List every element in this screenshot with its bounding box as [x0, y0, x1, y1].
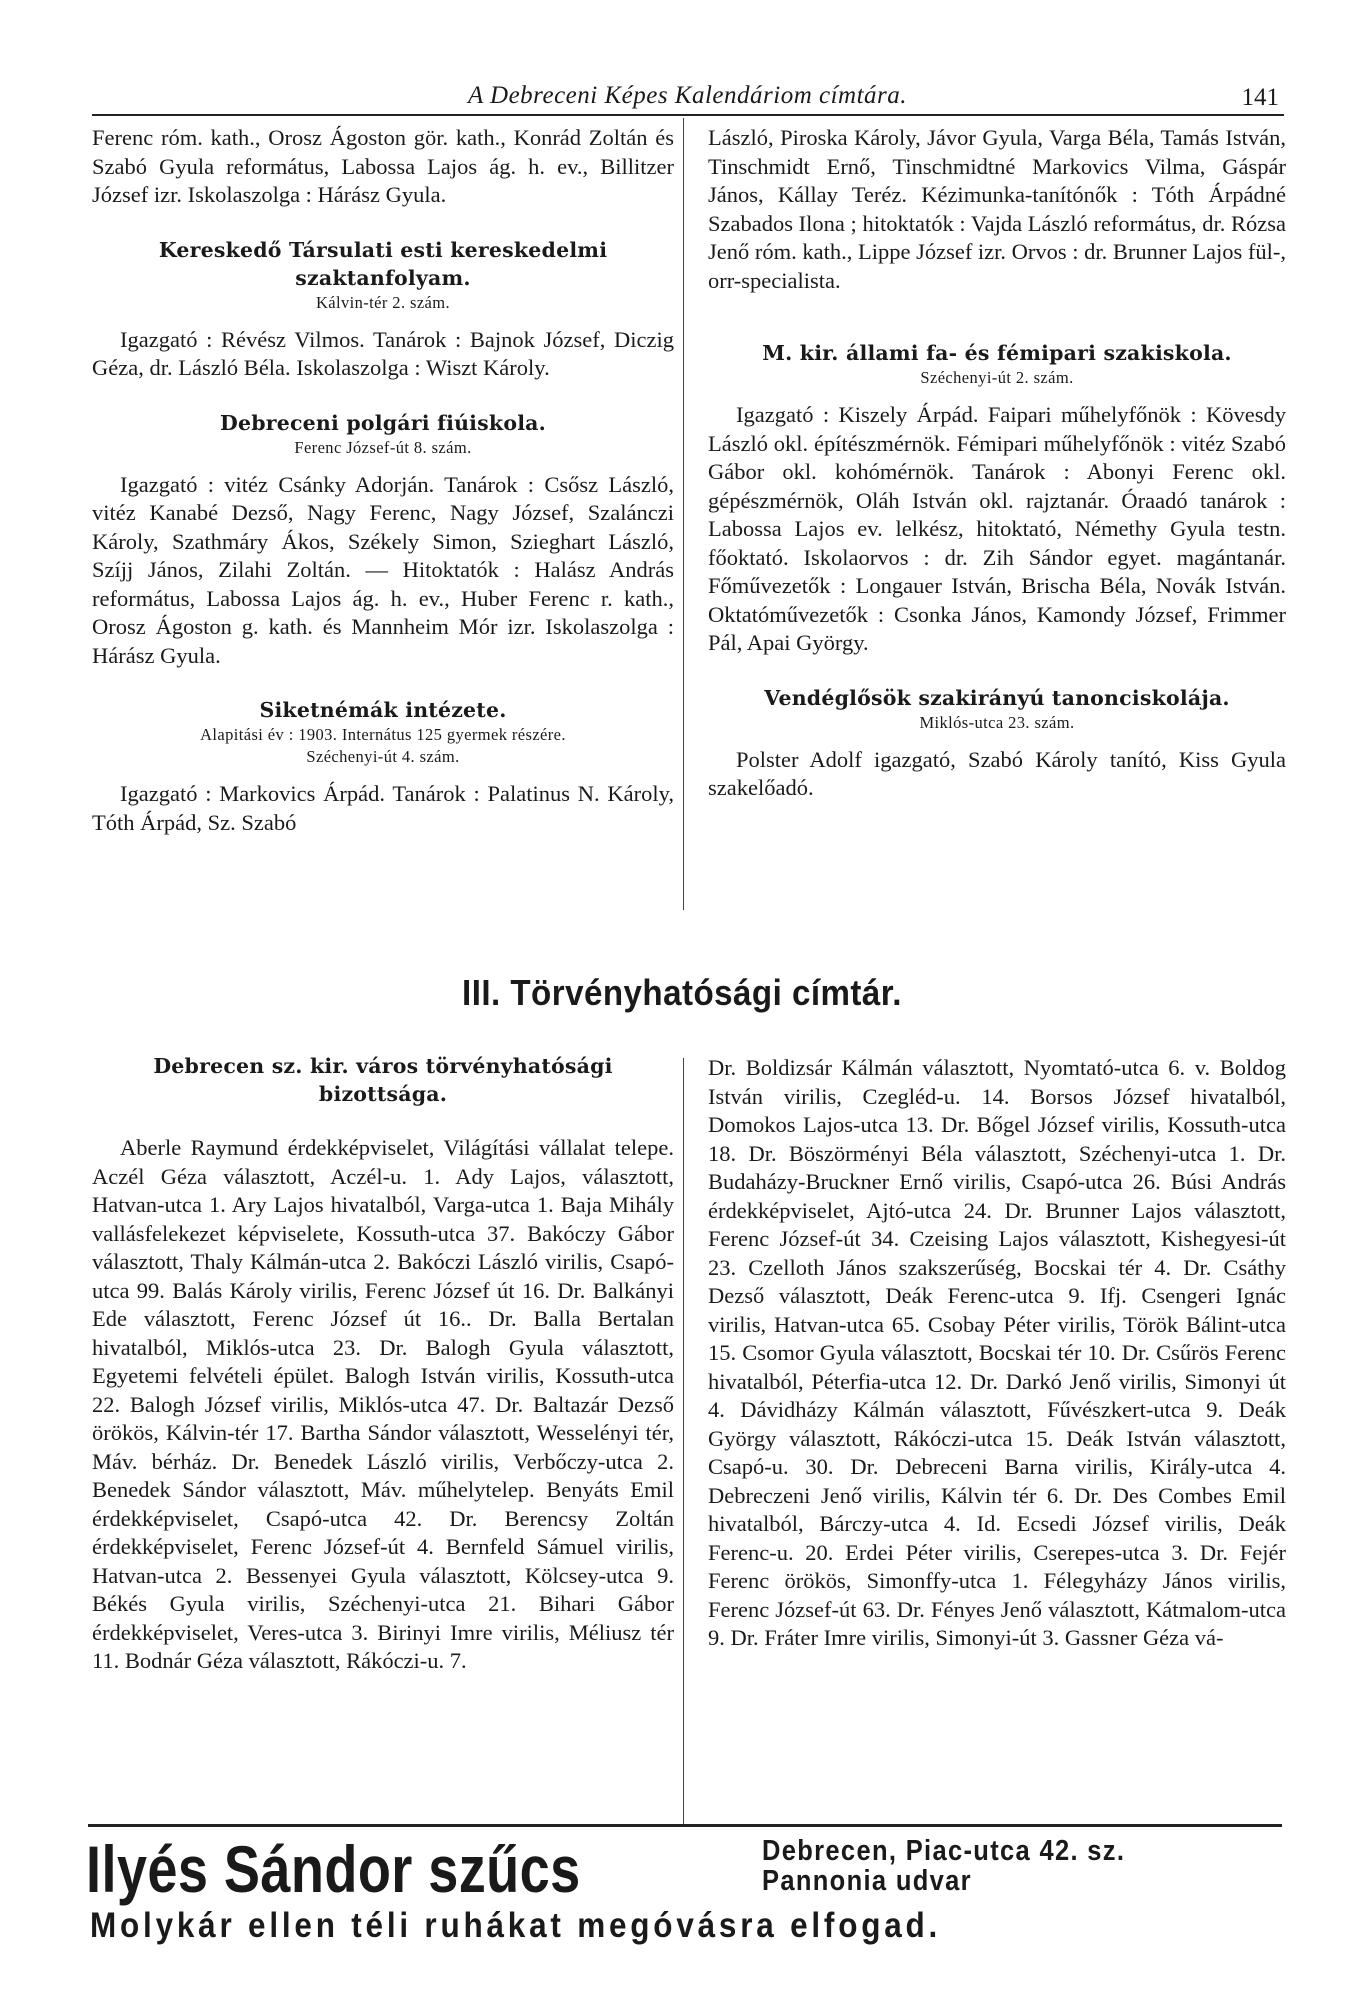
section-address: Kálvin-tér 2. szám. — [315, 292, 451, 312]
running-title: A Debreceni Képes Kalendáriom címtára. — [467, 82, 908, 109]
running-header — [90, 82, 1285, 112]
column-divider — [683, 118, 684, 910]
section-body: Igazgató : vitéz Csánky Adorján. Tanárok : Csősz László, vitéz Kanabé Dezső, Nagy Ferenc, Nagy József, Szalánczi Károly, Szathmáry Ákos, Székely Simon, Szieghart László, Szíjj János, Zilahi Zoltán. — Hitoktatók : Halász András református, Labossa Lajos ág. h. ev., Huber Ferenc r. kath., Orosz Ágoston g. kath. és Mannheim Mór izr. Iskolaszolga : Hárász Gyula. — [92, 471, 674, 668]
advertisement-tagline: Molykár ellen téli ruhákat megóvásra elfogad. — [90, 1906, 942, 1945]
section-body: Polster Adolf igazgató, Szabó Károly tanító, Kiss Gyula szakelőadó. — [708, 746, 1286, 800]
continuation-paragraph: Ferenc róm. kath., Orosz Ágoston gör. kath., Konrád Zoltán és Szabó Gyula református, Labossa Lajos ág. h. ev., Billitzer József izr. Iskolaszolga : Hárász Gyula. — [92, 125, 674, 207]
advertiser-name: Ilyés Sándor szűcs — [86, 1832, 581, 1906]
section-title: Debrecen sz. kir. város törvényhatósági bizottsága. — [153, 1054, 613, 1106]
section-polgari-fiuiskola — [92, 409, 674, 671]
bottom-right-column — [708, 1054, 1286, 1653]
top-left-column — [92, 124, 674, 837]
continuation-paragraph: László, Piroska Károly, Jávor Gyula, Varga Béla, Tamás István, Tinschmidt Ernő, Tinschmidtné Markovics Vilma, Gáspár János, Kállay Teréz. Kézimunka-tanítónők : Tóth Árpádné Szabados Ilona ; hitoktatók : Vajda László református, dr. Rózsa Jenő róm. kath., Lippe József izr. Orvos : dr. Brunner Lajos fül-, orr-specialista. — [708, 125, 1287, 293]
section-address: Ferenc József-út 8. szám. — [294, 437, 472, 457]
committee-list-continued: Dr. Boldizsár Kálmán választott, Nyomtató-utca 6. v. Boldog István virilis, Czegléd-u. 14. Borsos József hivatalból, Domokos Lajos-utca 13. Dr. Bőgel József virilis, Kossuth-utca 18. Dr. Böszörményi Béla választott, Széchenyi-utca 1. Dr. Budaházy-Bruckner Ernő virilis, Csapó-utca 26. Búsi András érdekképviselet, Ajtó-utca 24. Dr. Brunner Lajos választott, Ferenc József-út 34. Czeising Lajos választott, Kishegyesi-út 23. Czelloth János szakszerűség, Bocskai tér 4. Dr. Csáthy Dezső választott, Deák Ferenc-utca 9. Ifj. Csengeri Ignác virilis, Hatvan-utca 65. Csobay Péter virilis, Török Bálint-utca 15. Csomor Gyula választott, Bocskai tér 10. Dr. Csűrös Ferenc hivatalból, Péterfia-utca 12. Dr. Darkó Jenő virilis, Simonyi út 4. Dávidházy Kálmán választott, Fűvészkert-utca 9. Deák György választott, Rákóczi-utca 15. Deák István választott, Csapó-u. 30. Dr. Debreceni Barna virilis, Király-utca 4. Debreczeni Jenő virilis, Kálvin tér 6. Dr. Des Combes Emil hivatalból, Bárczy-utca 4. Id. Ecsedi József virilis, Deák Ferenc-u. 20. Erdei Péter virilis, Cserepes-utca 3. Dr. Fejér Ferenc örökös, Simonffy-utca 1. Félegyházy János virilis, Ferenc József-út 63. Dr. Fényes Jenő választott, Kátmalom-utca 9. Dr. Fráter Imre virilis, Simonyi-út 3. Gassner Géza vá- — [708, 1055, 1286, 1650]
section-title: Debreceni polgári fiúiskola. — [219, 410, 546, 435]
column-divider — [683, 1058, 684, 1826]
bottom-left-column — [92, 1052, 674, 1676]
section-title: Kereskedő Társulati esti kereskedelmi szaktanfolyam. — [158, 237, 608, 290]
section-body: Igazgató : Kiszely Árpád. Faipari műhelyfőnök : Kövesdy László okl. építészmérnök. Fémipari műhelyfőnök : vitéz Szabó Gábor okl. kohómérnök. Tanárok : Abonyi Ferenc okl. gépészmérnök, Oláh István okl. rajztanár. Óraadó tanárok : Labossa Lajos ev. lelkész, hitoktató, Némethy Gyula testn. főoktató. Iskolaorvos : dr. Zih Sándor egyet. magántanár. Főművezetők : Longauer István, Brischa Béla, Novák István. Oktatóművezetők : Csonka János, Kamondy József, Frimmer Pál, Apai György. — [708, 402, 1286, 655]
section-title: Siketnémák intézete. — [259, 698, 507, 722]
committee-list: Aberle Raymund érdekképviselet, Világítási vállalat telepe. Aczél Géza választott, Aczél-u. 1. Ady Lajos, választott, Hatvan-utca 1. Ary Lajos hivatalból, Varga-utca 1. Baja Mihály vallásfelekezet képviselete, Kossuth-utca 37. Bakóczy Gábor választott, Thaly Kálmán-utca 2. Bakóczi László virilis, Csapó-utca 99. Balás Károly virilis, Ferenc József út 16. Dr. Balkányi Ede választott, Ferenc József út 16.. Dr. Balla Bertalan hivatalból, Miklós-utca 23. Dr. Balogh Gyula választott, Egyetemi felvételi épület. Balogh István virilis, Kossuth-utca 22. Balogh József virilis, Miklós-utca 47. Dr. Baltazár Dezső örökös, Kálvin-tér 17. Bartha Sándor választott, Wesselényi tér, Máv. bérház. Dr. Benedek László virilis, Verbőczy-utca 2. Benedek Sándor választott, Máv. műhelytelep. Benyáts Emil érdekképviselet, Csapó-utca 42. Dr. Berencsy Zoltán érdekképviselet, Ferenc József-út 4. Bernfeld Sámuel virilis, Hatvan-utca 2. Bessenyei Gyula választott, Kölcsey-utca 9. Békés Gyula virilis, Széchenyi-utca 21. Bihari Gábor érdekképviselet, Veres-utca 3. Birinyi Imre virilis, Méliusz tér 11. Bodnár Géza választott, Rákóczi-u. 7. — [92, 1135, 674, 1673]
section-address: Alapitási év : 1903. Internátus 125 gyermek részére. — [200, 725, 566, 744]
section-title: Vendéglősök szakirányú tanonciskolája. — [764, 685, 1230, 710]
section-address-line2: Széchenyi-út 4. szám. — [306, 747, 460, 766]
section-address: Miklós-utca 23. szám. — [919, 712, 1075, 732]
section-vendeglosok — [708, 684, 1286, 803]
address-line-2: Pannonia udvar — [762, 1865, 972, 1897]
advertiser-address — [762, 1836, 1125, 1896]
section-title: M. kir. állami fa- és fémipari szakiskola. — [762, 341, 1232, 365]
page-number: 141 — [1241, 84, 1279, 111]
section-body: Igazgató : Markovics Árpád. Tanárok : Palatinus N. Károly, Tóth Árpád, Sz. Szabó — [92, 781, 674, 835]
top-right-column — [708, 124, 1286, 803]
chapter-title: III. Törvényhatósági címtár. — [462, 972, 902, 1013]
section-kereskedo — [92, 236, 674, 383]
section-fa-femipari — [708, 339, 1286, 658]
section-siketnemak — [92, 696, 674, 837]
section-body: Igazgató : Révész Vilmos. Tanárok : Bajnok József, Diczig Géza, dr. László Béla. Iskolaszolga : Wiszt Károly. — [92, 326, 674, 380]
advertisement-rule — [88, 1824, 1282, 1827]
header-rule — [92, 114, 1284, 116]
section-address: Széchenyi-út 2. szám. — [920, 368, 1074, 387]
address-line-1: Debrecen, Piac-utca 42. sz. — [762, 1835, 1126, 1867]
